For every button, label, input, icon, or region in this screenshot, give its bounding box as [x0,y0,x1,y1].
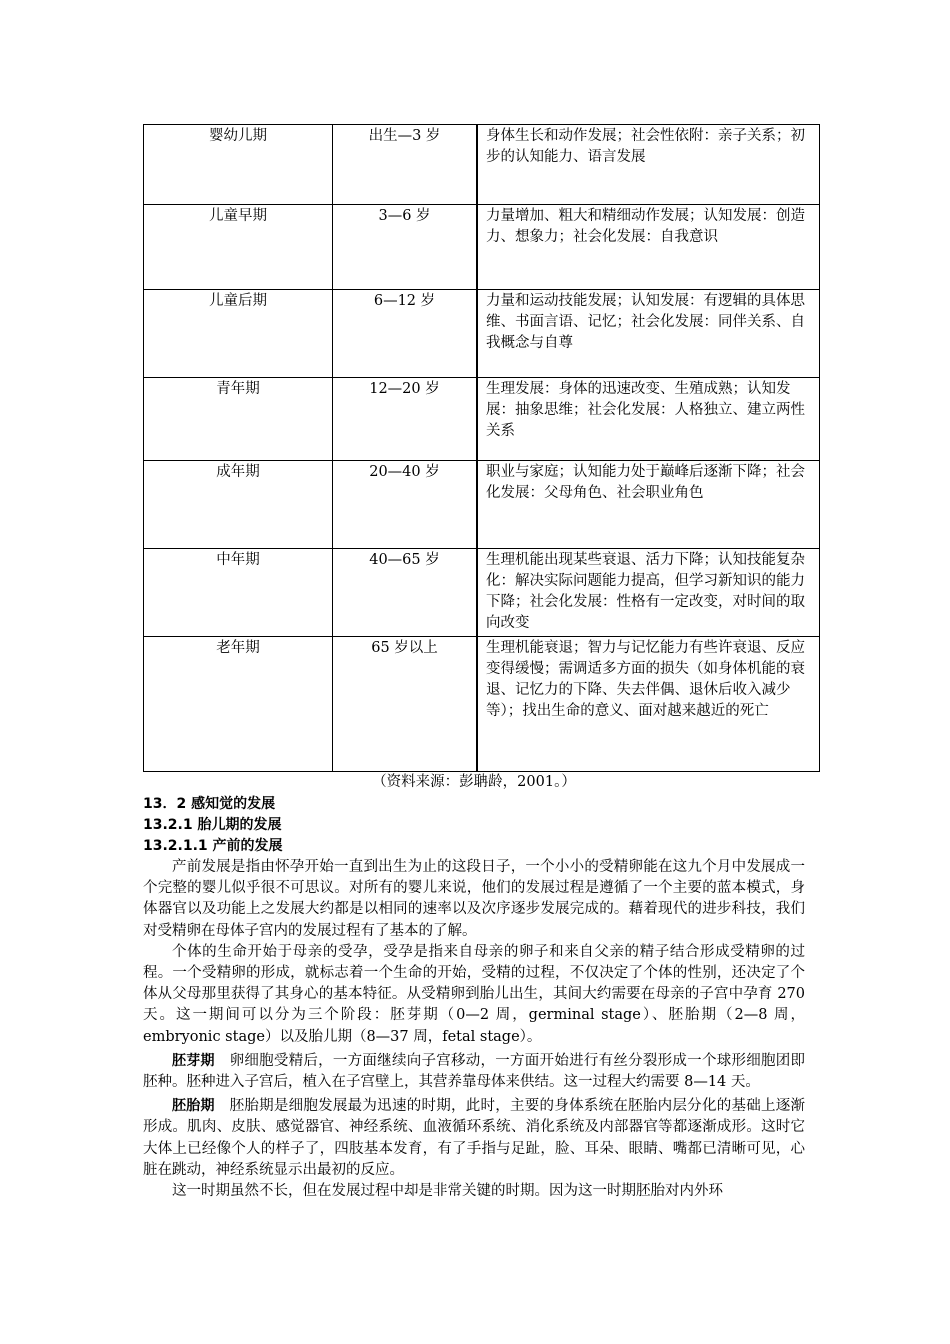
age-cell: 40—65 岁 [333,549,477,637]
stage-cell: 成年期 [144,461,333,549]
age-cell: 20—40 岁 [333,461,477,549]
age-cell: 65 岁以上 [333,637,477,772]
table-row [144,205,820,290]
table-row [144,125,820,205]
description-cell: 生理发展：身体的迅速改变、生殖成熟；认知发展：抽象思维；社会化发展：人格独立、建立两性关系 [477,378,820,461]
development-stages-table [143,124,820,772]
table-row [144,290,820,378]
subsubsection-heading: 13.2.1.1 产前的发展 [143,838,283,854]
age-cell: 出生—3 岁 [333,125,477,205]
table-row [144,378,820,461]
paragraph: 这一时期虽然不长，但在发展过程中却是非常关键的时期。因为这一时期胚胎对内外环 [172,1183,723,1200]
stage-cell: 婴幼儿期 [144,125,333,205]
section-heading: 13．2 感知觉的发展 [143,796,276,812]
body-text [143,857,805,1202]
description-cell: 力量和运动技能发展；认知发展：有逻辑的具体思维、书面言语、记忆；社会化发展：同伴关系、自我概念与自尊 [477,290,820,378]
stage-cell: 儿童后期 [144,290,333,378]
subsection-heading: 13.2.1 胎儿期的发展 [143,817,282,833]
description-cell: 生理机能衰退；智力与记忆能力有些许衰退、反应变得缓慢；需调适多方面的损失（如身体机能的衰退、记忆力的下降、失去伴偶、退休后收入减少等）；找出生命的意义、面对越来越近的死亡 [477,637,820,772]
paragraph: 个体的生命开始于母亲的受孕，受孕是指来自母亲的卵子和来自父亲的精子结合形成受精卵的过程。一个受精卵的形成，就标志着一个生命的开始，受精的过程，不仅决定了个体的性别，还决定了个体从父母那里获得了其身心的基本特征。从受精卵到胎儿出生，其间大约需要在母亲的子宫中孕育 270 天。这一期间可以分为三个阶段：胚芽期（0—2 周，germinal stage）、胚胎期（2—8 周，embryonic stage）以及胎儿期（8—37 周，fetal stage）。 [143,943,805,1045]
stage-cell: 青年期 [144,378,333,461]
paragraph [143,1051,805,1093]
description-cell: 身体生长和动作发展；社会性依附：亲子关系；初步的认知能力、语言发展 [477,125,820,205]
stage-cell: 老年期 [144,637,333,772]
paragraph-text: 卵细胞受精后，一方面继续向子宫移动，一方面开始进行有丝分裂形成一个球形细胞团即胚种。胚种进入子宫后，植入在子宫壁上，其营养靠母体来供结。这一过程大约需要 8—14 天。 [143,1052,806,1091]
description-cell: 职业与家庭；认知能力处于巅峰后逐渐下降；社会化发展：父母角色、社会职业角色 [477,461,820,549]
paragraph: 产前发展是指由怀孕开始一直到出生为止的这段日子，一个小小的受精卵能在这九个月中发展成一个完整的婴儿似乎很不可思议。对所有的婴儿来说，他们的发展过程是遵循了一个主要的蓝本模式，身体器官以及功能上之发展大约都是以相同的速率以及次序逐步发展完成的。藉着现代的进步科技，我们对受精卵在母体子宫内的发展过程有了基本的了解。 [143,859,805,939]
age-cell: 3—6 岁 [333,205,477,290]
description-cell: 力量增加、粗大和精细动作发展；认知发展：创造力、想象力；社会化发展：自我意识 [477,205,820,290]
term-germinal-stage: 胚芽期 [172,1052,215,1069]
age-cell: 12—20 岁 [333,378,477,461]
term-embryonic-stage: 胚胎期 [172,1098,215,1115]
table-row [144,461,820,549]
age-cell: 6—12 岁 [333,290,477,378]
table-row [144,637,820,772]
paragraph [143,1096,805,1181]
stage-cell: 儿童早期 [144,205,333,290]
table-source-note: （资料来源：彭聃龄，2001。） [372,774,576,790]
paragraph-text: 胚胎期是细胞发展最为迅速的时期，此时，主要的身体系统在胚胎内层分化的基础上逐渐形成。肌肉、皮肤、感觉器官、神经系统、血液循环系统、消化系统及内部器官等都逐渐成形。这时它大体上已经像个人的样子了，四肢基本发育，有了手指与足趾，脸、耳朵、眼睛、嘴都已清晰可见，心脏在跳动，神经系统显示出最初的反应。 [143,1098,806,1178]
stage-cell: 中年期 [144,549,333,637]
table-row [144,549,820,637]
description-cell: 生理机能出现某些衰退、活力下降；认知技能复杂化：解决实际问题能力提高，但学习新知识的能力下降；社会化发展：性格有一定改变，对时间的取向改变 [477,549,820,637]
